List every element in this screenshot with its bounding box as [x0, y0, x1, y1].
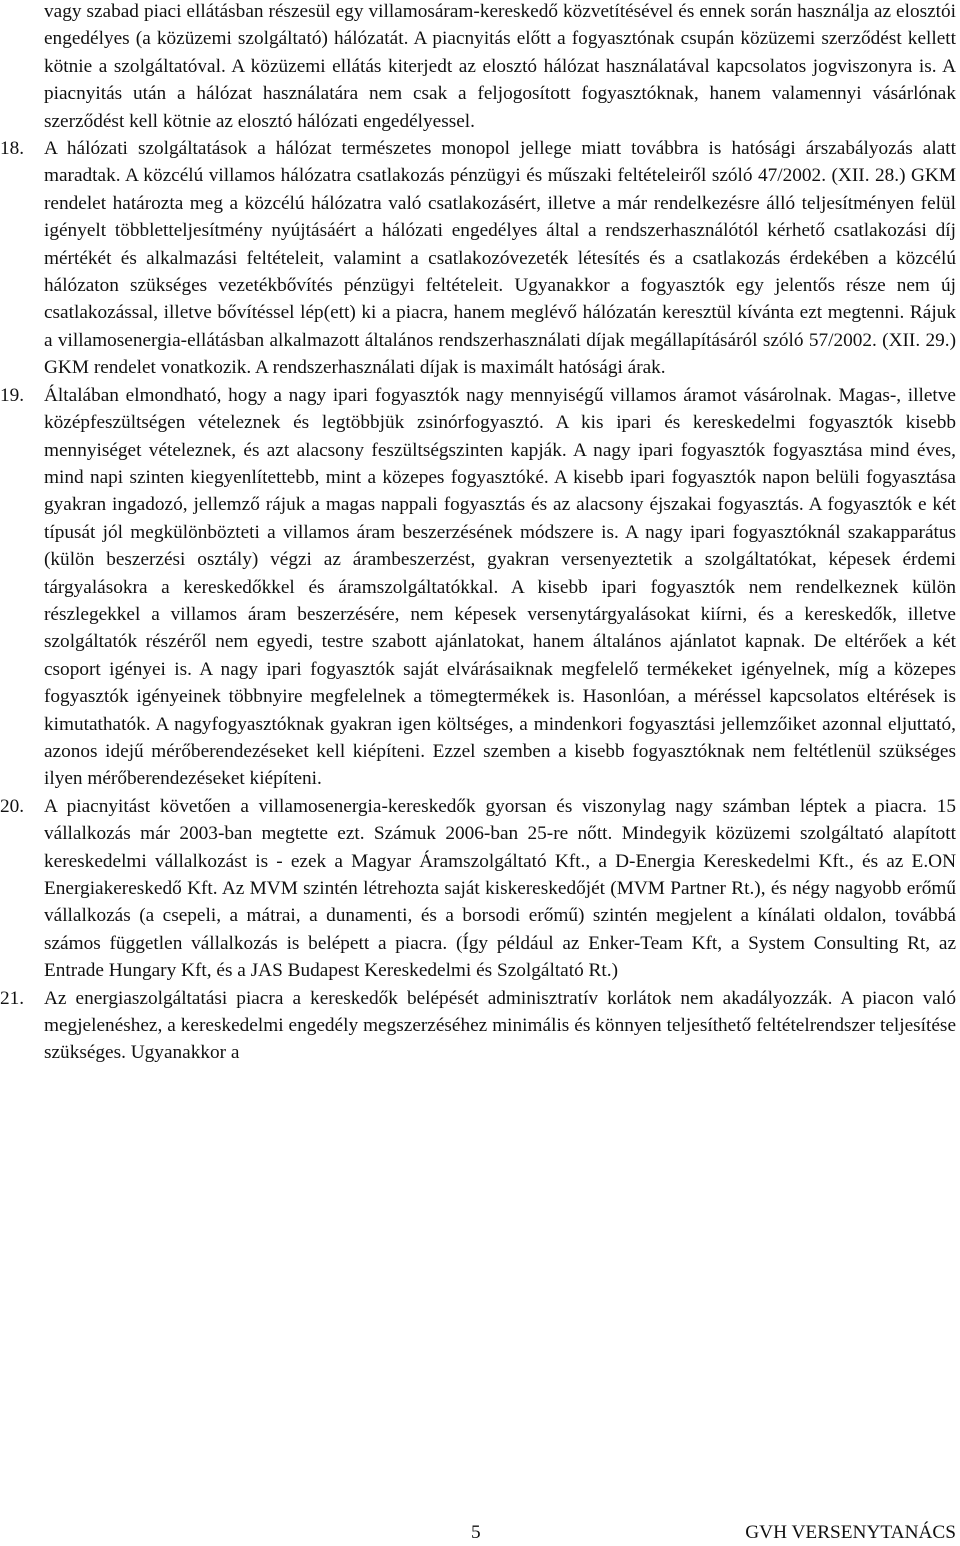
page-footer — [0, 1519, 960, 1545]
paragraph-number: 18. — [0, 138, 25, 160]
paragraph-text: Általában elmondható, hogy a nagy ipari fogyasztók nagy mennyiségű villamos áramot vásárolnak. Magas-, illetve középfeszültségen vételeznek és legtöbbjük zsinórfogyasztó. A kis ipari és kereskedelmi fogyasztók kisebb mennyiséget vételeznek, és azt alacsony feszültségszinten kapják. A nagy ipari fogyasztók fogyasztása mind éves, mind napi szinten kiegyenlítettebb, mint a közepes fogyasztóké. A kisebb ipari fogyasztók napon belüli fogyasztása gyakran ingadozó, jellemző rájuk a magas nappali fogyasztás és az alacsony éjszakai fogyasztás. A fogyasztók e két típusát jól megkülönbözteti a villamos áram beszerzésének módszere is. A nagy ipari fogyasztóknál szakapparátus (külön beszerzési osztály) végzi az árambeszerzést, gyakran versenyeztetik a szolgáltatókat, képesek érdemi tárgyalásokra a kereskedőkkel és áramszolgáltatókkal. A kisebb ipari fogyasztók nem rendelkeznek külön részlegekkel a villamos áram beszerzésére, nem képesek versenytárgyalásokat kiírni, és a kereskedők, illetve szolgáltatók részéről nem egyedi, testre szabott ajánlatokat, hanem általános ajánlatot kapnak. De eltérőek a két csoport igényei is. A nagy ipari fogyasztók saját elvárásaiknak megfelelő termékeket igényelnek, míg a közepes fogyasztók igényeinek többnyire megfelelnek a tömegtermékek is. Hasonlóan, a méréssel kapcsolatos eltérések is kimutathatók. A nagyfogyasztóknak gyakran igen költséges, a mindenkori fogyasztási jellemzőiket azonnal eljuttató, azonos idejű mérőberendezéseket kell kiépíteni. Ezzel szemben a kisebb fogyasztóknak nem feltétlenül szükséges ilyen mérőberendezéseket kiépíteni. — [44, 384, 956, 790]
intro-paragraph: vagy szabad piaci ellátásban részesül egy villamosáram-kereskedő közvetítésével és ennek során használja az elosztói engedélyes (a közüzemi szolgáltató) hálózatát. A piacnyitás előtt a fogyasztónak csupán közüzemi szerződést kellett kötnie a szolgáltatóval. A közüzemi ellátás kiterjedt az elosztó hálózat használatával kapcsolatos jogviszonyra is. A piacnyitás után a hálózat használatára nem csak a feljogosított fogyasztóknak, hanem valamennyi vásárlónak szerződést kell kötnie az elosztó hálózati engedélyessel. — [44, 1, 956, 132]
numbered-paragraph-21 — [0, 985, 960, 1067]
footer-organization: GVH VERSENYTANÁCS — [745, 1522, 956, 1543]
numbered-paragraph-18 — [0, 135, 960, 382]
paragraph-text: Az energiaszolgáltatási piacra a kereskedők belépését adminisztratív korlátok nem akadályozzák. A piacon való megjelenéshez, a kereskedelmi engedély megszerzéséhez minimális és könnyen teljesíthető feltételrendszer teljesítése szükséges. Ugyanakkor a — [44, 987, 956, 1064]
paragraph-number: 19. — [0, 384, 25, 406]
paragraph-number: 21. — [0, 987, 25, 1009]
paragraph-text: A piacnyitást követően a villamosenergia-kereskedők gyorsan és viszonylag nagy számban léptek a piacra. 15 vállalkozás már 2003-ban megtette ezt. Számuk 2006-ban 25-re nőtt. Mindegyik közüzemi szolgáltató alapított kereskedelmi vállalkozást is - ezek a Magyar Áramszolgáltató Kft., a D-Energia Kereskedelmi Kft., és az E.ON Energiakereskedő Kft. Az MVM szintén létrehozta saját kiskereskedőjét (MVM Partner Rt.), és négy nagyobb erőmű vállalkozás (a csepeli, a mátrai, a dunamenti, és a borsodi erőmű) szintén megjelent a kínálati oldalon, továbbá számos független vállalkozás is belépett a piacra. (Így például az Enker-Team Kft, a System Consulting Rt, az Entrade Hungary Kft, és a JAS Budapest Kereskedelmi és Szolgáltató Rt.) — [44, 795, 956, 982]
paragraph-number: 20. — [0, 795, 25, 817]
numbered-paragraph-20 — [0, 793, 960, 985]
numbered-paragraph-19 — [0, 382, 960, 793]
page-number: 5 — [471, 1522, 481, 1543]
paragraph-text: A hálózati szolgáltatások a hálózat természetes monopol jellege miatt továbbra is hatósági árszabályozás alatt maradtak. A közcélú villamos hálózatra csatlakozás pénzügyi és műszaki feltételeiről szóló 47/2002. (XII. 28.) GKM rendelet határozta meg a közcélú hálózatra való csatlakozásért, illetve a már rendelkezésre álló teljesítményen felül igényelt többletteljesítmény nyújtásáért a hálózati engedélyes által a rendszerhasználótól kérhető csatlakozási díj mértékét és alkalmazási feltételeit, valamint a csatlakozóvezeték létesítés és a csatlakozás érdekében a közcélú hálózaton szükséges vezetékbővítés pénzügyi feltételeit. Ugyanakkor a fogyasztók egy jelentős része nem új csatlakozással, illetve bővítéssel lép(ett) ki a piacra, hanem meglévő hálózatán keresztül kívánta ezt megtenni. Rájuk a villamosenergia-ellátásban alkalmazott általános rendszerhasználati díjak megállapításáról szóló 57/2002. (XII. 29.) GKM rendelet vonatkozik. A rendszerhasználati díjak is maximált hatósági árak. — [44, 138, 956, 379]
